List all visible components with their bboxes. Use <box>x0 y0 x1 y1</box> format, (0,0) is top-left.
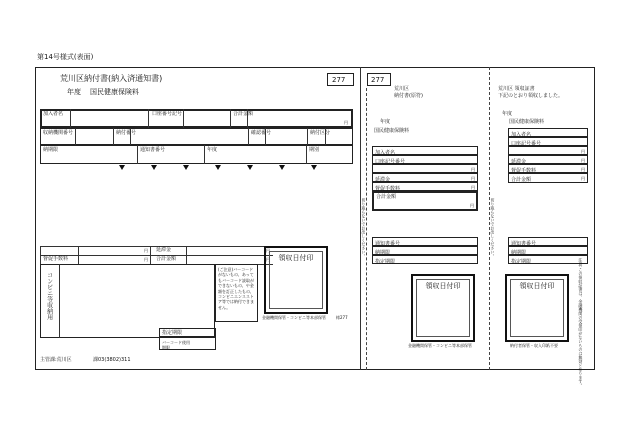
right-received-text: 下記のとおり領収しました。 <box>498 93 564 99</box>
left-keep-note: 金融機関保管・コンビニ等本部保管 <box>262 315 326 320</box>
mid-account-row: 口座記号番号 <box>372 155 478 164</box>
period-label: 期別 <box>309 147 320 153</box>
mid-issuer: 荒川区 <box>394 86 410 92</box>
mid-doc-name: 納付書(原符) <box>394 93 423 99</box>
mid-extension-row: 延滞金 円 <box>372 173 478 182</box>
total-yen: 円 <box>344 120 348 125</box>
notice-box <box>215 264 258 322</box>
right-stamp-label: 領収日付印 <box>519 282 555 290</box>
right-stamp <box>505 274 569 342</box>
right-deadline-row: 納期限 <box>508 246 588 255</box>
mid-tax-name: 国民健康保険料 <box>374 128 410 134</box>
mid-blank-row: 円 <box>372 164 478 173</box>
yen-3: 円 <box>144 257 148 262</box>
right-notice-row: 通知書番号 <box>508 237 588 246</box>
notice-no-label: 通知書番号 <box>140 147 166 153</box>
mid-deadline-row: 納期限 <box>372 246 478 255</box>
barcode-label: バーコード使用期限 <box>162 340 190 351</box>
right-blank-row: 円 <box>508 146 588 155</box>
account-label: 口座番号記号 <box>152 111 183 117</box>
left-stamp-label: 領収日付印 <box>278 254 314 262</box>
mid-stamp <box>411 274 475 342</box>
tear-mark <box>311 165 317 170</box>
barcode-box <box>159 337 216 350</box>
right-payer-row: 加入者名 <box>508 128 588 137</box>
mid-notice-row: 通知書番号 <box>372 237 478 246</box>
collector-label: 収納機関番号 <box>43 130 74 136</box>
total-label: 合計金額 <box>233 111 254 117</box>
right-year-label: 年度 <box>502 111 513 117</box>
convenience-label: コンビニ等収納用 <box>45 272 53 320</box>
extension-label: 延滞金 <box>156 247 172 253</box>
left-title: 荒川区納付書(納入済通知書) <box>60 74 163 83</box>
tear-mark <box>215 165 221 170</box>
grand-total-label: 合計金額 <box>156 256 177 262</box>
tear-line-1 <box>366 88 367 370</box>
surcharge-label: 督促手数料 <box>43 256 69 262</box>
tear-mark <box>183 165 189 170</box>
tear-mark <box>247 165 253 170</box>
left-code: 277 <box>332 76 346 84</box>
mid-code: 277 <box>371 76 385 84</box>
mid-total-row: 合計金額 円 <box>372 191 478 211</box>
tear-mark <box>119 165 125 170</box>
left-tax-name: 国民健康保険料 <box>90 88 139 96</box>
yen-1: 円 <box>144 248 148 253</box>
mid-keep-note: 金融機関保管・コンビニ等本部保管 <box>408 343 472 348</box>
payment-class-label: 納付区分 <box>310 130 331 136</box>
mid-side-note: 切り取らないでお出しください。 <box>361 198 367 258</box>
right-extension-row: 延滞金 円 <box>508 155 588 164</box>
mid-code-box <box>367 73 391 86</box>
payer-row <box>40 109 353 128</box>
yen-2: 円 <box>266 248 270 253</box>
right-account-row: 口座記号番号 <box>508 137 588 146</box>
designated-box <box>159 328 216 337</box>
year-col-label: 年度 <box>207 147 218 153</box>
tear-mark <box>279 165 285 170</box>
payer-label: 加入者名 <box>43 111 64 117</box>
notice-text: (ご注意)バーコードがないもの、あってもバーコード読取ができないもの、や金額を訂正したもの、コンビニエンスストア等では納付できません。 <box>218 267 254 310</box>
left-year-label: 年度 <box>67 88 81 96</box>
mid-year-label: 年度 <box>380 119 391 125</box>
doc-code: 課03(3802)311 <box>93 357 131 363</box>
right-issuer: 荒川区 領収証書 <box>498 86 535 92</box>
designated-label: 指定期限 <box>162 330 183 336</box>
confirm-no-label: 確認番号 <box>251 130 272 136</box>
manager-label: 主管課:荒川区 <box>40 357 72 363</box>
deadline-label: 納期限 <box>43 147 59 153</box>
convenience-box <box>40 264 215 338</box>
mid-payer-row: 加入者名 <box>372 146 478 155</box>
right-tax-name: 国民健康保険料 <box>509 119 545 125</box>
right-surcharge-row: 督促手数料 円 <box>508 164 588 173</box>
payment-no-label: 納付番号 <box>116 130 137 136</box>
mid-surcharge-row: 督促手数料 円 <box>372 182 478 191</box>
right-designated-row: 指定期限 <box>508 255 588 264</box>
mid-stamp-label: 領収日付印 <box>425 282 461 290</box>
left-code-box <box>327 73 354 86</box>
tear-mark <box>151 165 157 170</box>
mid-designated-row: 指定期限 <box>372 255 478 264</box>
right-side-note-2: 注意:この領収証書は、金融機関の受領印がないものは無効となります。 <box>578 258 584 388</box>
left-stamp <box>264 246 328 314</box>
form-number: 第14号様式(表面) <box>37 53 94 61</box>
right-side-note: 切り取らないでお出しください。 <box>490 198 496 258</box>
left-keep-code: 様277 <box>336 315 348 320</box>
right-total-row: 合計金額 円 <box>508 173 588 183</box>
yen-4: 円 <box>266 257 270 262</box>
right-keep-note: 納付者保管・収入印紙不要 <box>510 343 558 348</box>
